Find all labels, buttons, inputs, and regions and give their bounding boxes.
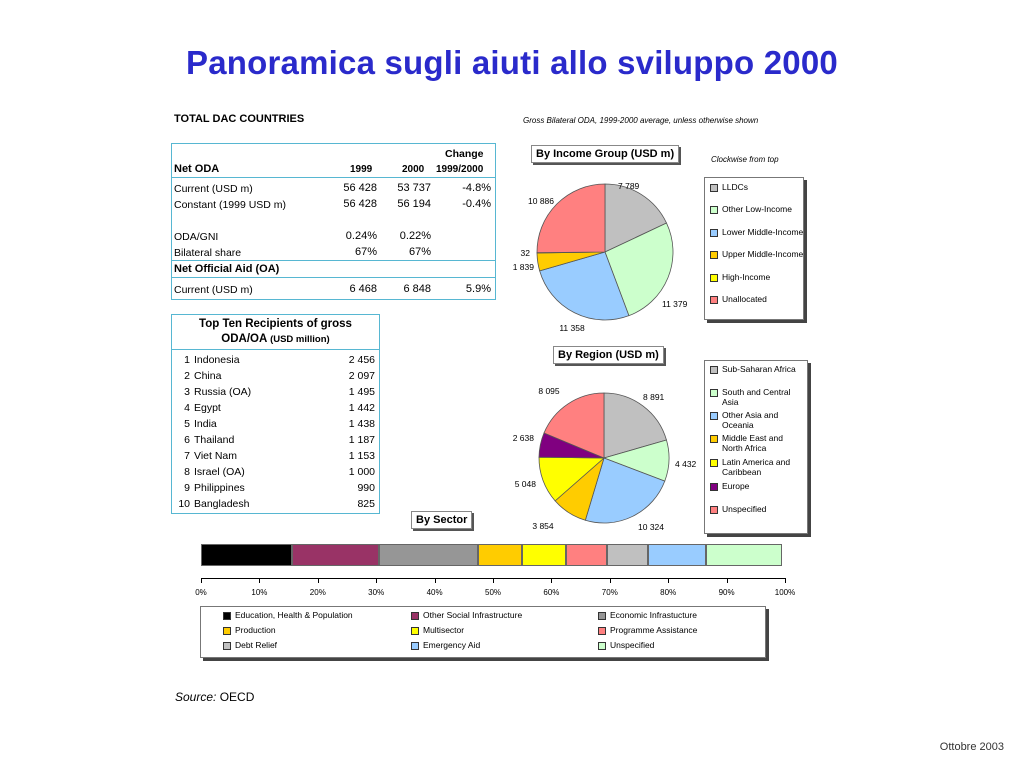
axis-tick — [376, 578, 377, 583]
recipient-name: Philippines — [194, 482, 245, 494]
legend-item — [223, 625, 276, 635]
recipient-value: 825 — [357, 498, 375, 510]
source-note — [175, 690, 254, 704]
oda-row-label: Bilateral share — [174, 247, 242, 259]
net-oda-header: Net ODA — [174, 163, 220, 175]
rank: 2 — [184, 370, 190, 382]
top-ten-title-2 — [172, 333, 379, 345]
legend-label: South and Central Asia — [722, 387, 791, 407]
page-title: Panoramica sugli aiuti allo sviluppo 2000 — [186, 44, 838, 81]
legend-swatch — [411, 627, 419, 635]
recipient-value: 990 — [357, 482, 375, 494]
rank: 10 — [178, 498, 190, 510]
recipient-name: Thailand — [194, 434, 235, 446]
recipient-value: 2 456 — [348, 354, 375, 366]
source-value: OECD — [219, 690, 255, 704]
axis-tick-label: 40% — [426, 588, 443, 597]
recipient-value: 1 442 — [348, 402, 375, 414]
recipient-name: Russia (OA) — [194, 386, 252, 398]
legend-label: Europe — [722, 481, 750, 491]
recipient-name: Bangladesh — [194, 498, 250, 510]
axis-tick-label: 80% — [660, 588, 677, 597]
legend-label: Lower Middle-Income — [722, 227, 804, 237]
legend-swatch — [710, 483, 718, 491]
legend-swatch — [598, 627, 606, 635]
legend-swatch — [710, 206, 718, 214]
oa-row-1999: 6 468 — [349, 283, 377, 295]
sector-segment — [566, 544, 607, 566]
pie-data-label: 3 854 — [532, 521, 554, 531]
legend-label: Sub-Saharan Africa — [722, 364, 796, 374]
change-label: Change — [445, 148, 484, 160]
axis-tick-label: 0% — [195, 588, 207, 597]
pie-data-label: 8 891 — [643, 392, 665, 402]
legend-swatch — [411, 612, 419, 620]
legend-label: Other Social Infrastructure — [423, 610, 523, 620]
legend-swatch — [710, 389, 718, 397]
oda-row-change: -4.8% — [462, 182, 491, 194]
pie-data-label: 10 886 — [528, 196, 554, 206]
legend-swatch — [710, 251, 718, 259]
source-label: Source: — [175, 690, 217, 704]
rank: 3 — [184, 386, 190, 398]
legend-label: Unallocated — [722, 294, 767, 304]
pie-data-label: 32 — [520, 248, 530, 258]
legend-label: Emergency Aid — [423, 640, 481, 650]
axis-tick — [610, 578, 611, 583]
footer-date: Ottobre 2003 — [939, 741, 1004, 753]
oda-table — [171, 143, 496, 300]
legend-swatch — [710, 412, 718, 420]
legend-label: Unspecified — [610, 640, 655, 650]
oda-row-change: -0.4% — [462, 198, 491, 210]
oda-row-1999: 67% — [354, 246, 377, 258]
dac-title: TOTAL DAC COUNTRIES — [174, 113, 305, 125]
oda-row-2000: 67% — [408, 246, 431, 258]
legend-item — [411, 610, 522, 620]
pie-data-label: 5 048 — [514, 479, 536, 489]
income-pie-chart — [512, 175, 690, 340]
recipient-value: 1 187 — [348, 434, 375, 446]
legend-swatch — [710, 296, 718, 304]
pie-data-label: 1 839 — [512, 262, 534, 272]
axis-tick — [318, 578, 319, 583]
pie-data-label: 4 432 — [675, 459, 697, 469]
axis-tick — [435, 578, 436, 583]
legend-label: Other Asia and Oceania — [722, 410, 779, 430]
region-legend — [704, 360, 808, 534]
recipient-name: India — [194, 418, 217, 430]
sector-segment — [292, 544, 380, 566]
legend-label: Unspecified — [722, 504, 767, 514]
legend-swatch — [710, 366, 718, 374]
legend-swatch — [710, 184, 718, 192]
pie-data-label: 11 358 — [559, 323, 585, 333]
oa-row-change: 5.9% — [465, 283, 491, 295]
legend-item — [411, 640, 480, 650]
region-chart-title: By Region (USD m) — [553, 346, 664, 364]
sector-segment — [379, 544, 478, 566]
axis-tick — [201, 578, 202, 583]
sector-legend — [200, 606, 766, 658]
pie-data-label: 8 095 — [538, 386, 560, 396]
legend-item — [598, 625, 697, 635]
axis-tick — [259, 578, 260, 583]
oda-row-label: Current (USD m) — [174, 183, 253, 195]
sector-segment — [607, 544, 648, 566]
legend-swatch — [598, 612, 606, 620]
region-pie-chart — [500, 380, 700, 535]
axis-tick-label: 30% — [368, 588, 385, 597]
legend-label: Production — [235, 625, 276, 635]
legend-label: Programme Assistance — [610, 625, 698, 635]
recipient-value: 1 495 — [348, 386, 375, 398]
axis-tick-label: 70% — [601, 588, 618, 597]
oda-row-label: ODA/GNI — [174, 231, 219, 243]
oda-row-2000: 53 737 — [397, 182, 431, 194]
legend-item — [223, 640, 277, 650]
net-oa-header: Net Official Aid (OA) — [174, 263, 280, 275]
oda-row-1999: 0.24% — [345, 230, 377, 242]
recipient-name: Viet Nam — [194, 450, 237, 462]
legend-item — [598, 640, 654, 650]
chart-subtitle: Gross Bilateral ODA, 1999-2000 average, unless otherwise shown — [523, 116, 759, 125]
axis-tick — [727, 578, 728, 583]
recipient-value: 2 097 — [348, 370, 375, 382]
oda-row-1999: 56 428 — [343, 198, 377, 210]
pie-data-label: 10 324 — [638, 522, 664, 532]
axis-tick — [668, 578, 669, 583]
oa-row-label: Current (USD m) — [174, 284, 253, 296]
legend-label: Latin America and Caribbean — [722, 457, 791, 477]
legend-swatch — [710, 459, 718, 467]
col-change: 1999/2000 — [436, 164, 484, 175]
recipient-name: Israel (OA) — [194, 466, 245, 478]
legend-label: Debt Relief — [235, 640, 278, 650]
axis-tick-label: 20% — [309, 588, 326, 597]
income-chart-title: By Income Group (USD m) — [531, 145, 679, 163]
oda-row-1999: 56 428 — [343, 182, 377, 194]
legend-label: LLDCs — [722, 182, 748, 192]
oa-row-2000: 6 848 — [403, 283, 431, 295]
rank: 6 — [184, 434, 190, 446]
top-ten-title: Top Ten Recipients of gross — [199, 318, 352, 330]
pie-data-label: 11 379 — [662, 299, 688, 309]
axis-tick — [551, 578, 552, 583]
legend-swatch — [710, 229, 718, 237]
legend-swatch — [411, 642, 419, 650]
top-ten-unit: (USD million) — [270, 334, 330, 345]
recipient-name: China — [194, 370, 222, 382]
legend-swatch — [710, 506, 718, 514]
rank: 4 — [184, 402, 190, 414]
oda-row-label: Constant (1999 USD m) — [174, 199, 287, 211]
rank: 9 — [184, 482, 190, 494]
legend-swatch — [223, 612, 231, 620]
clockwise-note: Clockwise from top — [711, 155, 779, 164]
legend-label: Other Low-Income — [722, 204, 792, 214]
col-2000: 2000 — [402, 164, 425, 175]
sector-segment — [478, 544, 522, 566]
sector-segment — [648, 544, 706, 566]
legend-swatch — [223, 642, 231, 650]
legend-swatch — [598, 642, 606, 650]
sector-segment — [522, 544, 566, 566]
legend-label: Upper Middle-Income — [722, 249, 804, 259]
recipient-value: 1 153 — [348, 450, 375, 462]
pie-data-label: 7 789 — [618, 181, 640, 191]
income-legend — [704, 177, 804, 320]
axis-tick — [785, 578, 786, 583]
legend-swatch — [710, 435, 718, 443]
legend-item — [598, 610, 697, 620]
top-ten-title-sub: ODA/OA — [221, 333, 267, 345]
recipient-name: Egypt — [194, 402, 221, 414]
legend-label: Middle East and North Africa — [722, 433, 783, 453]
rank: 1 — [184, 354, 190, 366]
legend-swatch — [223, 627, 231, 635]
sector-chart-title: By Sector — [411, 511, 472, 529]
pie-slice — [537, 184, 605, 253]
legend-item — [411, 625, 464, 635]
sector-axis — [195, 578, 796, 598]
rank: 5 — [184, 418, 190, 430]
sector-segment — [706, 544, 782, 566]
axis-tick-label: 10% — [251, 588, 268, 597]
legend-label: High-Income — [722, 272, 771, 282]
col-1999: 1999 — [350, 164, 373, 175]
axis-tick-label: 100% — [774, 588, 796, 597]
sector-bar-chart — [201, 544, 785, 566]
pie-data-label: 2 638 — [512, 433, 534, 443]
legend-swatch — [710, 274, 718, 282]
axis-tick — [493, 578, 494, 583]
axis-tick-label: 90% — [718, 588, 735, 597]
oda-row-2000: 56 194 — [397, 198, 431, 210]
axis-tick-label: 50% — [484, 588, 502, 597]
rank: 7 — [184, 450, 190, 462]
recipient-value: 1 438 — [348, 418, 375, 430]
top-ten-table — [171, 314, 380, 514]
legend-label: Education, Health & Population — [235, 610, 353, 620]
oda-row-2000: 0.22% — [399, 230, 431, 242]
sector-segment — [201, 544, 292, 566]
legend-item — [223, 610, 353, 620]
rank: 8 — [184, 466, 190, 478]
recipient-value: 1 000 — [348, 466, 375, 478]
legend-label: Multisector — [423, 625, 465, 635]
legend-label: Economic Infrastucture — [610, 610, 697, 620]
axis-tick-label: 60% — [543, 588, 560, 597]
recipient-name: Indonesia — [194, 354, 240, 366]
